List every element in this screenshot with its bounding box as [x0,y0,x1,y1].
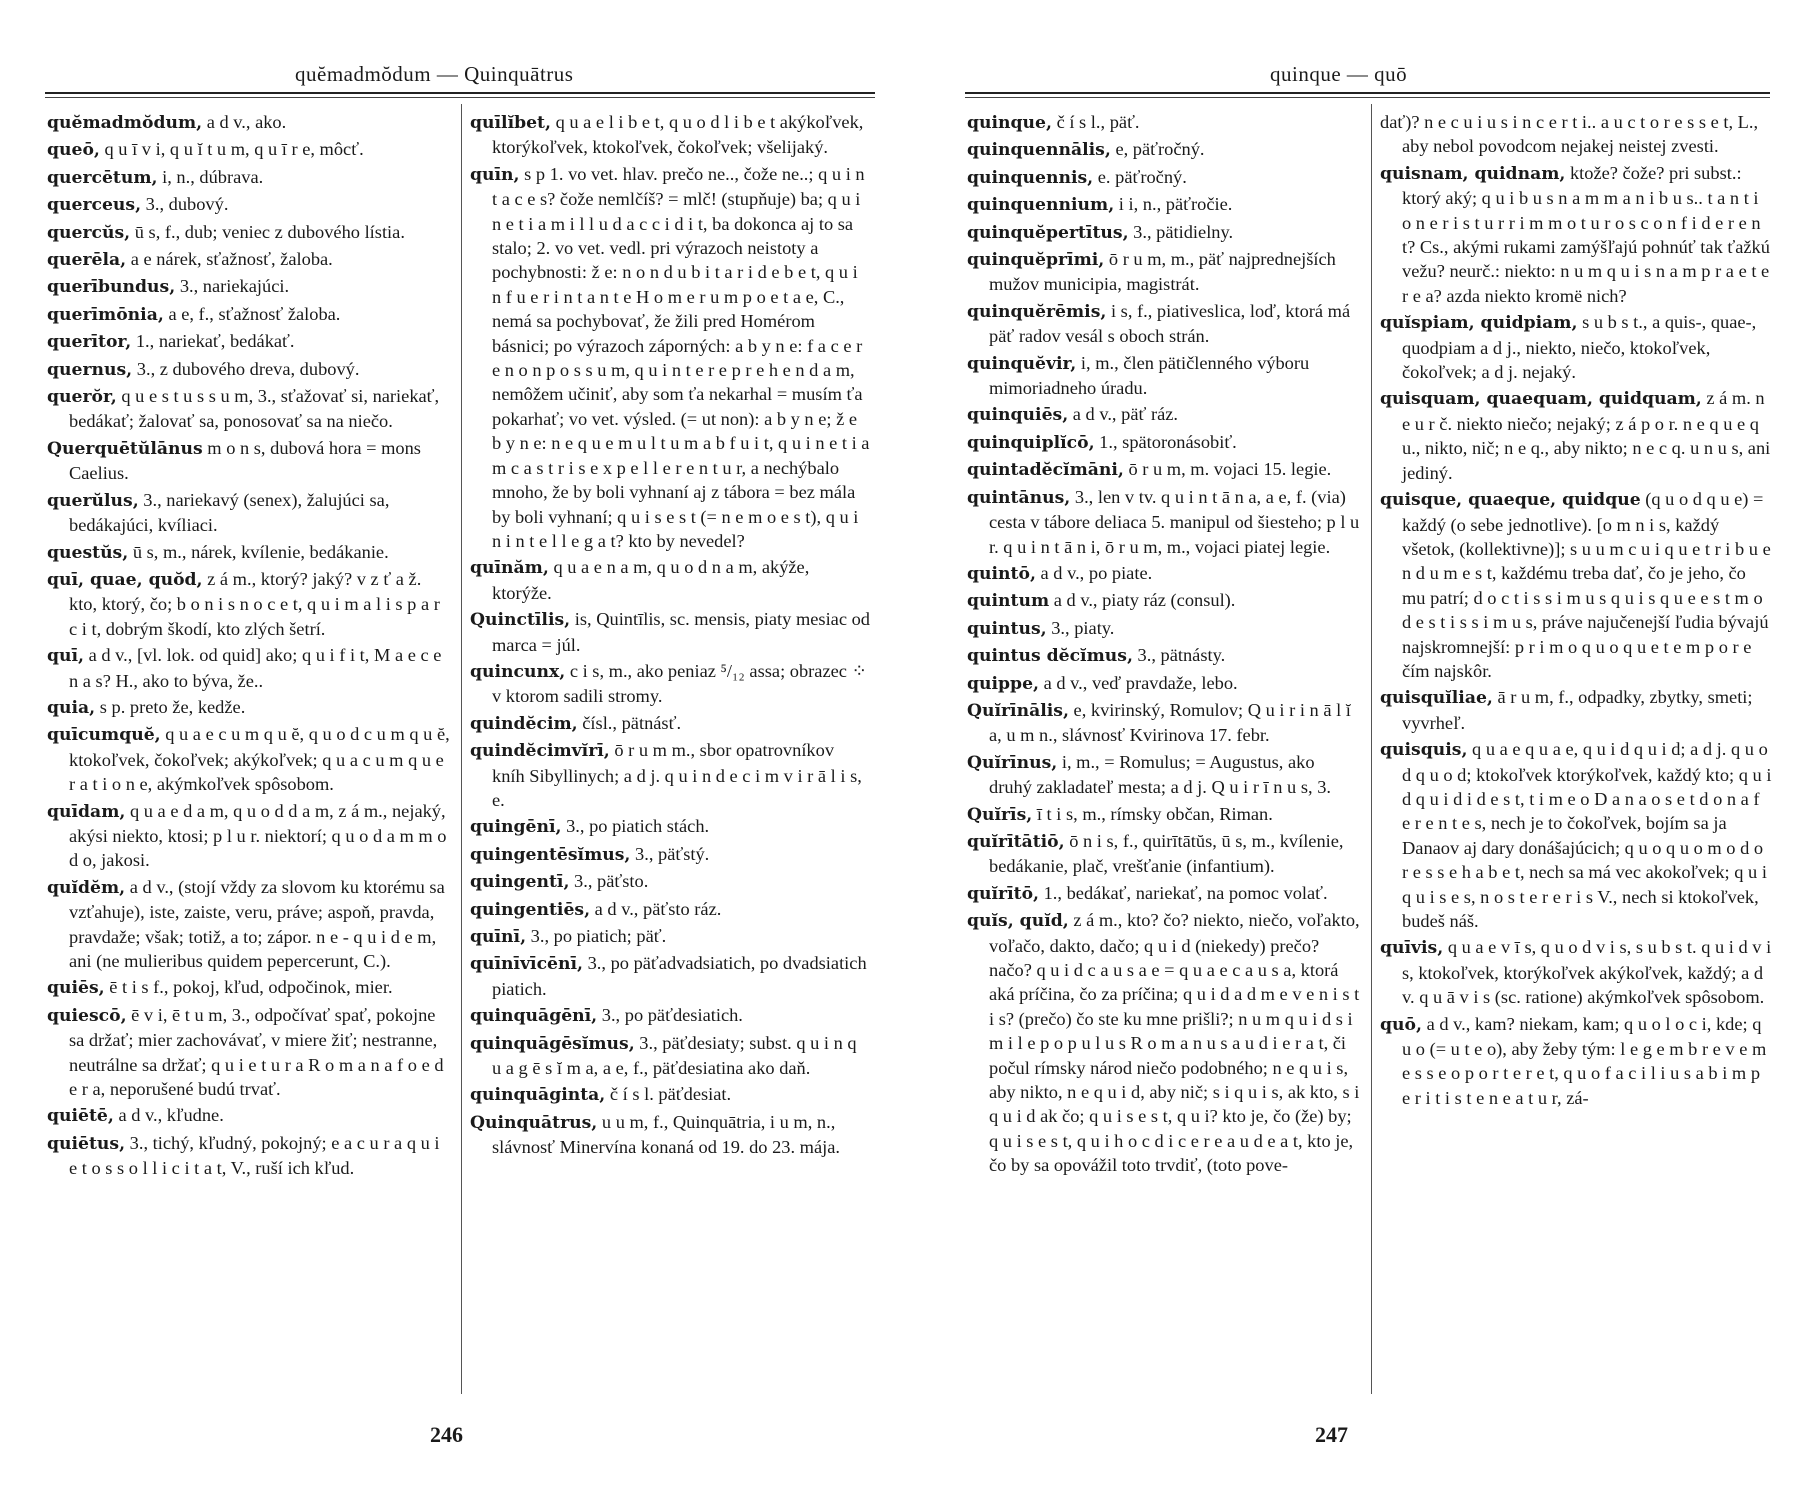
dictionary-entry [1380,310,1772,384]
dictionary-entry [470,1003,870,1028]
dictionary-column [967,110,1362,1390]
entry-headword: quintus dĕcĭmus, [967,646,1133,667]
entry-definition: 1., nariekať, bedákať. [131,331,295,352]
dictionary-entry [470,897,870,922]
entry-definition: q u ī v i, q u ĭ t u m, q u ī r e, môcť. [99,139,364,160]
dictionary-entry [47,875,452,974]
entry-definition: s p 1. vo vet. hlav. prečo ne.., čože ne..; q u i n t a c e s? čože nemlčíš? = mlč! (stupňuje) ba; q u i n e t i a m i l l u d a c c i d i t, ba dokonca aj to sa stalo; 2. vo vet. vedl. pri výrazoch neistoty a pochybnosti: ž e: n o n d u b i t a r i d e b e t, q u i n f u e r i n t a n t e H o m e r u m p o e t a e, C., nemá sa pochybovať, že žili pred Homérom básnici; po výrazoch záporných: a b y n e: f a c e r e n o n p o s s u m, q u i n t e r e p r e h e n d a m, nemôžem učiniť, aby som ťa nekarhal = musím ťa pokarhať; vo vet. výsled. (= ut non): a b y n e; ž e b y n e: n e q u e m u l t u m a b f u i t, q u i n e t i a m c a s t r i s e x p e l l e r e n t u r, a nechýbalo mnoho, že by boli vyhnaní aj z tábora = bez mála by boli vyhnaní; q u i s e s t (= n e m o e s t), q u i n i n t e l l e g a t? kto by nevedel? [492,163,870,551]
dictionary-entry [967,220,1362,245]
entry-definition: č í s l., päť. [1051,112,1140,132]
entry-headword: querēla, [47,250,127,271]
entry-headword: Querquētŭlānus [47,438,203,459]
dictionary-entry [967,616,1362,641]
entry-headword: quercētum, [47,167,158,188]
header-rule-thin [965,97,1770,98]
dictionary-entry [47,220,452,245]
dictionary-entry [470,924,870,949]
entry-definition: z á m., ktorý? jaký? v z ť a ž. kto, ktorý, čo; b o n i s n o c e t, q u i m a l i s p a r c i t, dobrým škodí, kto zlých šetrí. [69,568,440,639]
dictionary-entry [1380,737,1772,933]
dictionary-entry [47,192,452,217]
entry-headword: Quinctīlis, [470,610,571,631]
entry-headword: quingentī, [470,872,570,893]
entry-headword: quinquāginta, [470,1085,606,1106]
dictionary-entry [47,110,452,135]
entry-definition: ō r u m m., sbor opatrovníkov kníh Sibyllinych; a d j. q u i n d e c i m v i r ā l i s, e. [492,740,862,810]
entry-headword: quīcumquĕ, [47,725,161,746]
entry-headword: quintō, [967,563,1036,584]
entry-headword: quinquiplĭcō, [967,432,1095,453]
dictionary-entry [967,137,1362,162]
entry-definition: i, m., = Romulus; = Augustus, ako druhý zakladateľ mesta; a d j. Q u i r ī n u s, 3. [989,751,1331,798]
entry-definition: 3., po päťadvadsiatich, po dvadsiatich piatich. [492,953,867,999]
dictionary-entry [967,908,1362,1177]
dictionary-entry [470,1110,870,1160]
entry-definition: 1., spätoronásobiť. [1094,431,1237,452]
entry-definition: a d v., kam? niekam, kam; q u o l o c i, kde; q u o (= u t e o), aby žeby tým: l e g e m b r e v e m e s s e o p o r t e r e t, q u o f a c i l i u s a b i m p e r i t i s t e n e a t u r, zá- [1402,1013,1767,1108]
dictionary-entry [967,671,1362,696]
dictionary-entry [47,436,452,486]
entry-headword: quinquennālis, [967,140,1111,161]
entry-definition: ī t i s, m., rímsky občan, Riman. [1032,803,1273,824]
entry-headword: quīdam, [47,801,126,822]
entry-headword: quinque, [967,113,1052,133]
entry-definition: 3., po päťdesiatich. [597,1005,743,1026]
dictionary-entry [967,588,1362,613]
dictionary-entry [967,165,1362,190]
dictionary-entry [47,722,452,796]
entry-headword: quī, [47,646,85,667]
dictionary-entry [1380,110,1772,159]
entry-definition: i, m., člen pätičlenného výboru mimoriadneho úradu. [989,352,1310,399]
entry-definition: 3., pätnásty. [1132,645,1226,666]
entry-definition: a d v., ako. [202,112,287,132]
entry-definition: 3., piaty. [1046,617,1115,638]
entry-headword: quinquiēs, [967,405,1069,426]
entry-headword: quiēs, [47,978,105,999]
entry-definition: q u a e c u m q u ĕ, q u o d c u m q u ĕ, ktokoľvek, čokoľvek; akýkoľvek; q u a c u m q u e r a t i o n e, akýmkoľvek spôsobom. [69,724,450,795]
entry-headword: quiētus, [47,1133,126,1154]
dictionary-entry [47,247,452,272]
entry-headword: quernus, [47,359,133,380]
entry-headword: quĭrītātiō, [967,831,1065,852]
dictionary-entry [967,351,1362,401]
entry-definition: 3., tichý, kľudný, pokojný; e a c u r a q u i e t o s s o l l i c i t a t, V., ruší ich kľud. [69,1132,440,1179]
dictionary-entry [470,1082,870,1107]
entry-headword: Quĭrīnālis, [967,700,1069,721]
dictionary-entry [967,881,1362,906]
dictionary-entry [967,299,1362,349]
dictionary-entry [967,698,1362,748]
dictionary-column [470,110,870,1390]
entry-definition: ū s, f., dub; veniec z dubového lístia. [130,221,405,242]
dictionary-entry [47,643,452,693]
entry-headword: quinquĕvir, [967,353,1077,374]
entry-definition: a d v., [vl. lok. od quid] ako; q u i f i t, M a e c e n a s? H., ako to býva, že.. [69,645,442,691]
entry-definition: a d v., päťsto ráz. [590,898,722,919]
entry-definition: m o n s, dubová hora = mons Caelius. [69,437,421,484]
page-number: 247 [1315,1422,1348,1447]
entry-definition: s p. preto že, kedže. [95,696,246,717]
dictionary-entry [47,1131,452,1181]
dictionary-entry [967,192,1362,217]
entry-headword: quĭs, quĭd, [967,911,1069,932]
dictionary-column [47,110,452,1390]
dictionary-entry [47,1103,452,1128]
entry-headword: Quinquātrus, [470,1112,598,1133]
entry-definition: 3., len v tv. q u i n t ā n a, a e, f. (via) cesta v tábore deliaca 5. manipul od šiesteho; p l u r. q u i n t ā n i, ō r u m, m., vojaci piatej legie. [989,486,1360,557]
dictionary-entry [47,384,452,434]
entry-headword: quintus, [967,618,1047,639]
dictionary-entry [967,561,1362,586]
running-head: quĕmadmŏdum — Quinquātrus [295,62,574,86]
entry-headword: querŭlus, [47,490,139,511]
entry-headword: quī, quae, quŏd, [47,569,203,590]
entry-headword: quinquennium, [967,195,1115,216]
entry-definition: a d v., veď pravdaže, lebo. [1039,672,1238,693]
entry-headword: quintum [967,591,1050,612]
dictionary-entry [470,711,870,736]
dictionary-entry [470,162,870,554]
entry-headword: quīvis, [1380,938,1444,959]
header-rule [45,92,875,94]
dictionary-entry [1380,386,1772,485]
dictionary-entry [47,274,452,299]
entry-definition: q u a e n a m, q u o d n a m, akýže, ktorýže. [492,557,810,603]
entry-definition: ō n i s, f., quirītātŭs, ū s, m., kvílenie, bedákanie, plač, vrešťanie (infantium). [989,830,1344,877]
entry-definition: 3., päťstý. [630,843,710,864]
dictionary-entry [1380,685,1772,735]
entry-definition: a d v., piaty ráz (consul). [1049,590,1236,611]
entry-headword: quĭspiam, quidpiam, [1380,313,1578,334]
entry-definition: q u a e q u a e, q u i d q u i d; a d j. q u o d q u o d; ktokoľvek ktorýkoľvek, každý kto; q u i d q u i d i d e s t, t i m e o D a n a o s e t d o n a f e r e n t e s, nech je to čokoľvek, bojím sa ja Danaov aj dary donášajúcich; q u o q u o m o d o r e s s e h a b e t, nech sa má vec akokoľvek; q u i q u i s e s, n o s t e r e r i s V., nech si ktokoľvek, budeš náš. [1402,739,1772,931]
entry-headword: querŏr, [47,387,117,408]
entry-headword: quisque, quaeque, quidque [1380,490,1641,511]
entry-definition: ē v i, ē t u m, 3., odpočívať spať, pokojne sa držať; mier zachovávať, v miere žiť; nestranne, neutrálne sa držať; q u i e t u r a R o m a n a f o e d e r a, neporušené budú trvať. [69,1004,444,1100]
entry-headword: quisquam, quaequam, quidquam, [1380,389,1702,410]
entry-headword: Quĭrīs, [967,804,1033,825]
entry-headword: quintānus, [967,487,1071,508]
running-head: quinque — quō [1270,62,1408,86]
entry-headword: quĕmadmŏdum, [47,113,203,133]
dictionary-entry [967,430,1362,455]
entry-headword: quīnīvīcēnī, [470,954,583,975]
dictionary-entry [470,607,870,657]
dictionary-entry [47,567,452,641]
entry-headword: quiētē, [47,1106,114,1127]
entry-headword: Quĭrīnus, [967,752,1058,773]
entry-definition: 3., z dubového dreva, dubový. [132,358,360,379]
entry-headword: quinquāgēnī, [470,1006,598,1027]
dictionary-entry [1380,161,1772,308]
entry-headword: queō, [47,140,100,161]
page-number: 246 [430,1422,463,1447]
entry-definition: 3., dubový. [141,194,229,215]
entry-definition: ū s, m., nárek, kvílenie, bedákanie. [128,541,389,562]
entry-headword: quincunx, [470,661,566,682]
entry-headword: quindĕcim, [470,713,578,734]
entry-headword: querceus, [47,195,142,216]
column-divider [1371,104,1372,1394]
dictionary-entry [1380,487,1772,683]
entry-definition: a d v., kľudne. [113,1105,224,1126]
entry-headword: quinquāgēsĭmus, [470,1033,635,1054]
entry-headword: quindĕcimvĭrī, [470,741,610,762]
entry-definition: i s, f., piativeslica, loď, ktorá má päť radov vesál s oboch strán. [989,300,1351,347]
entry-headword: quīnī, [470,927,527,947]
dictionary-entry [1380,935,1772,1009]
entry-headword: quō, [1380,1014,1422,1035]
dictionary-entry [47,165,452,190]
entry-definition: e. päťročný. [1093,166,1187,187]
right-page [905,0,1810,1500]
column-divider [461,104,462,1394]
dictionary-entry [47,488,452,538]
dictionary-entry [470,738,870,812]
entry-headword: quinquennis, [967,167,1094,188]
entry-definition: ō r u m, m., päť najprednejších mužov municipia, magistrát. [989,249,1336,295]
entry-definition: 3., nariekavý (senex), žalujúci sa, bedákajúci, kvíliaci. [69,489,390,536]
entry-headword: quingēnī, [470,817,562,838]
dictionary-entry [470,842,870,867]
entry-definition: čísl., pätnásť. [577,712,682,733]
dictionary-entry [47,302,452,327]
dictionary-entry [967,247,1362,297]
dictionary-entry [47,975,452,1000]
dictionary-entry [470,869,870,894]
entry-headword: quĭrītō, [967,883,1040,904]
entry-definition: a e nárek, sťažnosť, žaloba. [126,249,333,270]
entry-definition: a e, f., sťažnosť žaloba. [163,303,341,324]
dictionary-entry [967,750,1362,800]
entry-definition: is, Quintīlis, sc. mensis, piaty mesiac od marca = júl. [492,609,870,655]
entry-definition: i, n., dúbrava. [157,166,264,187]
dictionary-entry [47,799,452,873]
dictionary-entry [967,643,1362,668]
entry-headword: quisquis, [1380,740,1468,761]
entry-definition: ā r u m, f., odpadky, zbytky, smeti; vyvrheľ. [1402,687,1753,733]
entry-headword: questŭs, [47,542,129,563]
entry-definition: ktože? čože? pri subst.: ktorý aký; q u i b u s n a m m a n i b u s.. t a n t i o n e r i s t u r r i m m o t u r o s c o n f i d e r e n t? Cs., akými rukami zamýšľajú pohnúť tak ťažkú vežu? neurč.: niekto: n u m q u i s n a m p r a e t e r e a? azda niekto kromë nich? [1402,162,1770,306]
dictionary-entry [1380,1012,1772,1111]
entry-definition: e, päťročný. [1110,139,1205,160]
header-rule [965,92,1770,94]
entry-headword: quinquĕprīmi, [967,250,1105,271]
entry-definition: q u a e d a m, q u o d d a m, z á m., nejaký, akýsi niekto, ktosi; p l u r. niektorí; q u o d a m m o d o, jakosi. [69,800,447,871]
dictionary-entry [470,555,870,605]
entry-definition: dať)? n e c u i u s i n c e r t i.. a u c t o r e s s e t, L., aby nebol povodcom nejakej neistej zvesti. [1380,112,1759,157]
entry-definition: q u e s t u s s u m, 3., sťažovať si, nariekať, bedákať; žalovať sa, ponosovať sa na niečo. [69,386,440,432]
entry-definition: i i, n., päťročie. [1114,194,1233,215]
dictionary-entry [470,110,870,160]
dictionary-column [1380,110,1772,1390]
dictionary-entry [967,457,1362,482]
entry-definition: 3., po piatich; päť. [526,926,667,946]
entry-definition: 3., päťdesiaty; subst. q u i n q u a g ē s ĭ m a, a e, f., päťdesiatina ako daň. [492,1032,857,1079]
dictionary-entry [47,1003,452,1102]
entry-definition: 1., bedákať, nariekať, na pomoc volať. [1039,882,1328,903]
entry-definition: ē t i s f., pokoj, kľud, odpočinok, mier. [104,977,393,998]
entry-headword: quinquĕrēmis, [967,301,1107,322]
dictionary-entry [967,485,1362,559]
entry-definition: c i s, m., ako peniaz ⁵/₁₂ assa; obrazec ⁘ v ktorom sadili stromy. [492,660,867,707]
dictionary-entry [967,802,1362,827]
dictionary-entry [967,110,1362,135]
dictionary-entry [470,1031,870,1081]
entry-definition: q u a e v ī s, q u o d v i s, s u b s t. q u i d v i s, ktokoľvek, ktorýkoľvek akýkoľvek, každý; a d v. q u ā v i s (sc. ratione) akýmkoľvek spôsobom. [1402,937,1772,1008]
dictionary-entry [967,829,1362,879]
entry-definition: e, kvirinský, Romulov; Q u i r i n ā l ĭ a, u m n., slávnosť Kvirinova 17. febr. [989,699,1351,746]
entry-definition: z á m., kto? čo? niekto, niečo, voľakto, voľačo, dakto, dačo; q u i d (niekedy) prečo? načo? q u i d c a u s a e = q u a e c a u s a, ktorá aká príčina, čo za príčina; q u i d a d m e v e n i s t i s? (prečo) čo ste ku mne prišli?; n u m q u i d s i m i l e p o p u l u s R o m a n u s a u d i e r a t, či počul rímsky národ niečo podobného; n e q u i s, aby nikto, n e q u i d, aby nič; s i q u i s, ak kto, s i q u i d ak čo; q u i s e s t, q u i? kto je, čo (že) by; q u i s e s t, q u i h o c d i c e r e a u d e a t, kto je, čo by sa opovážil toto trvdiť, (toto pove- [989,910,1360,1176]
entry-headword: quingentiēs, [470,899,591,920]
dictionary-entry [470,814,870,839]
entry-definition: a d v., (stojí vždy za slovom ku ktorému sa vzťahuje), iste, zaiste, veru, práve; aspoň, pravda, pravdaže; však; totiž, a to; zápor. n e - q u i d e m, ani (ne mulieribus quidem pepercerunt, C.). [69,876,445,971]
dictionary-entry [47,137,452,162]
dictionary-entry [47,695,452,720]
entry-headword: quĭdĕm, [47,877,126,898]
entry-definition: 3., pätidielny. [1128,221,1234,242]
entry-headword: querītor, [47,332,132,353]
entry-headword: quia, [47,697,96,718]
entry-definition: z á m. n e u r č. niekto niečo; nejaký; z á p o r. n e q u e q u., nikto, nič; n e q., aby nikto; n e c q. u n u s, ani jediný. [1402,388,1771,483]
entry-definition: (q u o d q u e) = každý (o sebe jednotlive). [o m n i s, každý všetok, (kollektivne)]; s u u m c u i q u e t r i b u e n d u m e s t, každému treba dať, čo je jeho, čo mu patrí; d o c t i s s i m u s q u i s q u e e s t m o d e s t i s s i m u s, práve najučenejší ľudia bývajú najskromnejší: p r i m o q u o q u e t e m p o r e čím najskôr. [1402,489,1771,681]
entry-definition: a d v., päť ráz. [1068,404,1178,425]
entry-definition: s u b s t., a quis-, quae-, quodpiam a d j., niekto, niečo, ktokoľvek, čokoľvek; a d j. nejaký. [1402,312,1757,383]
entry-headword: quisnam, quidnam, [1380,163,1566,184]
entry-headword: quīn, [470,164,520,185]
entry-definition: č í s l. päťdesiat. [605,1084,732,1105]
entry-definition: q u a e l i b e t, q u o d l i b e t akýkoľvek, ktorýkoľvek, ktokoľvek, čokoľvek; všelijaký. [492,112,864,158]
entry-headword: quīlĭbet, [470,113,551,133]
entry-definition: 3., po piatich stách. [561,816,710,837]
entry-headword: quīnăm, [470,558,549,579]
entry-headword: quisquĭliae, [1380,688,1493,709]
entry-definition: a d v., po piate. [1035,562,1153,583]
entry-headword: quingentēsĭmus, [470,844,631,865]
dictionary-entry [47,357,452,382]
entry-definition: 3., nariekajúci. [175,276,290,297]
dictionary-entry [470,659,870,709]
entry-definition: ō r u m, m. vojaci 15. legie. [1123,459,1332,480]
dictionary-entry [470,951,870,1001]
dictionary-entry [47,329,452,354]
entry-headword: querīmōnia, [47,304,164,325]
entry-headword: quiescō, [47,1005,127,1026]
entry-headword: quinquĕpertītus, [967,222,1129,243]
entry-headword: quintadĕcĭmāni, [967,460,1124,481]
dictionary-entry [967,402,1362,427]
entry-headword: quercŭs, [47,222,131,243]
header-rule-thin [45,97,875,98]
dictionary-entry [47,540,452,565]
entry-headword: quippe, [967,673,1039,694]
entry-definition: 3., päťsto. [569,871,649,892]
entry-headword: querībundus, [47,277,176,298]
entry-definition: u u m, f., Quinquātria, i u m, n., slávnosť Minervína konaná od 19. do 23. mája. [492,1111,841,1158]
